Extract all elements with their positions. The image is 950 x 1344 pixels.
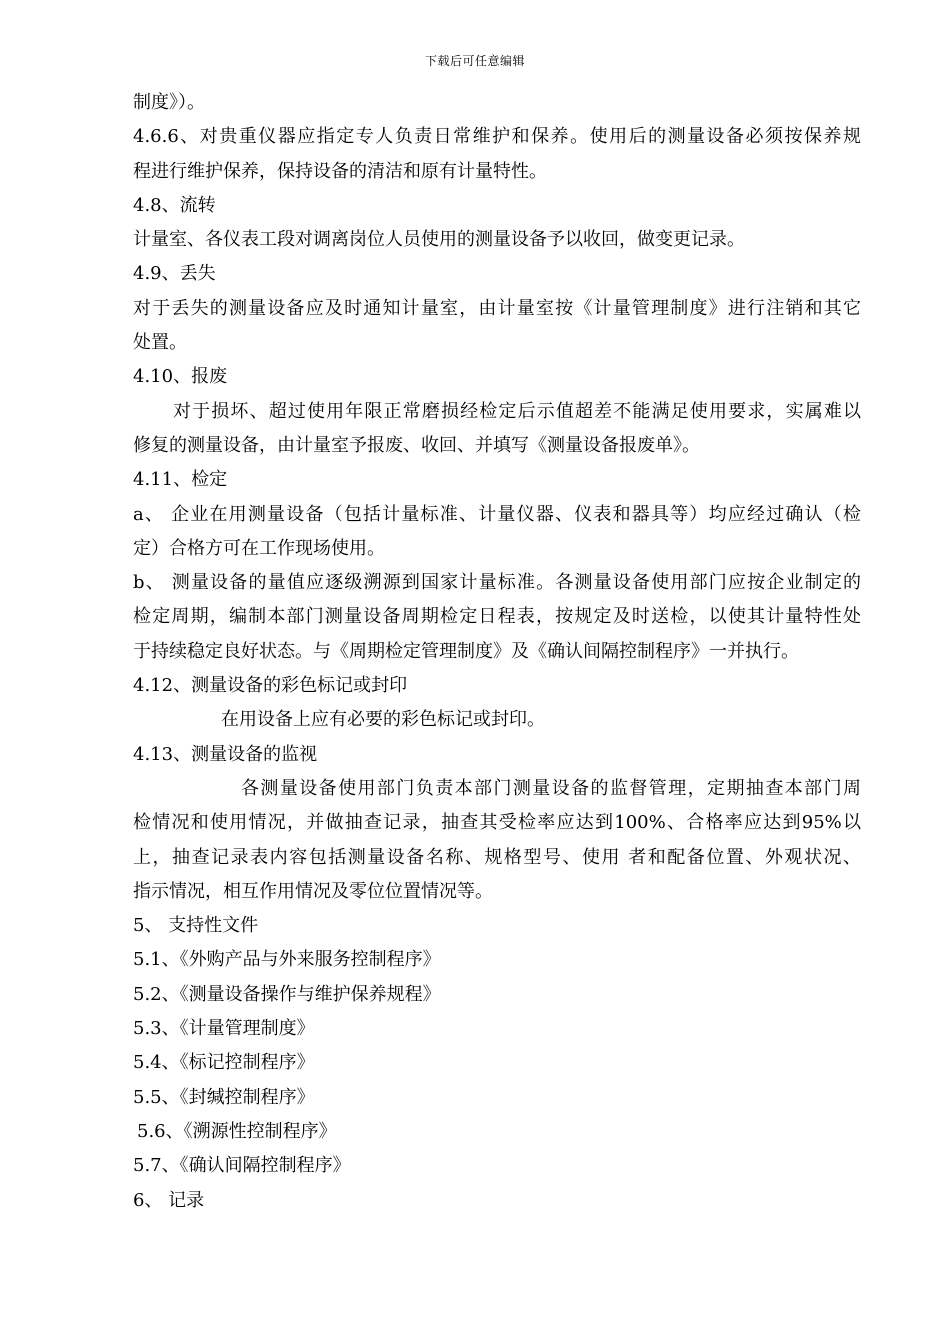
text-line: 修复的测量设备，由计量室予报废、收回、并填写《测量设备报废单》。 (133, 434, 700, 456)
text-line: 各测量设备使用部门负责本部门测量设备的监督管理，定期抽查本部门周 (241, 777, 861, 799)
section-heading: 5、 支持性文件 (133, 915, 259, 937)
section-heading: 6、 记录 (133, 1189, 205, 1211)
text-line: 指示情况，相互作用情况及零位位置情况等。 (133, 880, 493, 902)
section-heading: 4.10、报废 (133, 366, 228, 388)
text-line: 程进行维护保养，保持设备的清洁和原有计量特性。 (133, 160, 547, 182)
list-item: 5.5、《封缄控制程序》 (133, 1086, 315, 1108)
section-heading: 4.11、检定 (133, 469, 228, 491)
text-line: 对于丢失的测量设备应及时通知计量室，由计量室按《计量管理制度》进行注销和其它 (133, 297, 861, 319)
text-line: 对于损坏、超过使用年限正常磨损经检定后示值超差不能满足使用要求，实属难以 (173, 400, 861, 422)
text-line: 检定周期，编制本部门测量设备周期检定日程表，按规定及时送检，以使其计量特性处 (133, 606, 861, 628)
list-item: 5.3、《计量管理制度》 (133, 1018, 315, 1040)
text-line: 计量室、各仪表工段对调离岗位人员使用的测量设备予以收回，做变更记录。 (133, 229, 745, 251)
text-line: 检情况和使用情况，并做抽查记录，抽查其受检率应达到100%、合格率应达到95%以 (133, 812, 861, 834)
text-line: b、 测量设备的量值应逐级溯源到国家计量标准。各测量设备使用部门应按企业制定的 (133, 572, 861, 594)
list-item: 5.6、《溯源性控制程序》 (137, 1120, 337, 1142)
text-line: 处置。 (133, 332, 187, 354)
text-line: 上，抽查记录表内容包括测量设备名称、规格型号、使用 者和配备位置、外观状况、 (133, 846, 861, 868)
text-line: a、 企业在用测量设备（包括计量标准、计量仪器、仪表和器具等）均应经过确认（检 (133, 503, 861, 525)
document-body (133, 86, 861, 1218)
text-line: 定）合格方可在工作现场使用。 (133, 537, 385, 559)
section-heading: 4.12、测量设备的彩色标记或封印 (133, 675, 408, 697)
page-header: 下载后可任意编辑 (424, 54, 525, 68)
list-item: 5.1、《外购产品与外来服务控制程序》 (133, 949, 441, 971)
list-item: 5.7、《确认间隔控制程序》 (133, 1155, 351, 1177)
text-line: 于持续稳定良好状态。与《周期检定管理制度》及《确认间隔控制程序》一并执行。 (133, 640, 799, 662)
list-item: 5.2、《测量设备操作与维护保养规程》 (133, 983, 441, 1005)
section-heading: 4.9、丢失 (133, 263, 216, 285)
section-heading: 4.8、流转 (133, 194, 216, 216)
text-line: 制度》）。 (133, 92, 205, 113)
text-line: 在用设备上应有必要的彩色标记或封印。 (221, 709, 545, 731)
section-heading: 4.13、测量设备的监视 (133, 743, 318, 765)
list-item: 5.4、《标记控制程序》 (133, 1052, 315, 1074)
text-line: 4.6.6、对贵重仪器应指定专人负责日常维护和保养。使用后的测量设备必须按保养规 (133, 126, 861, 148)
